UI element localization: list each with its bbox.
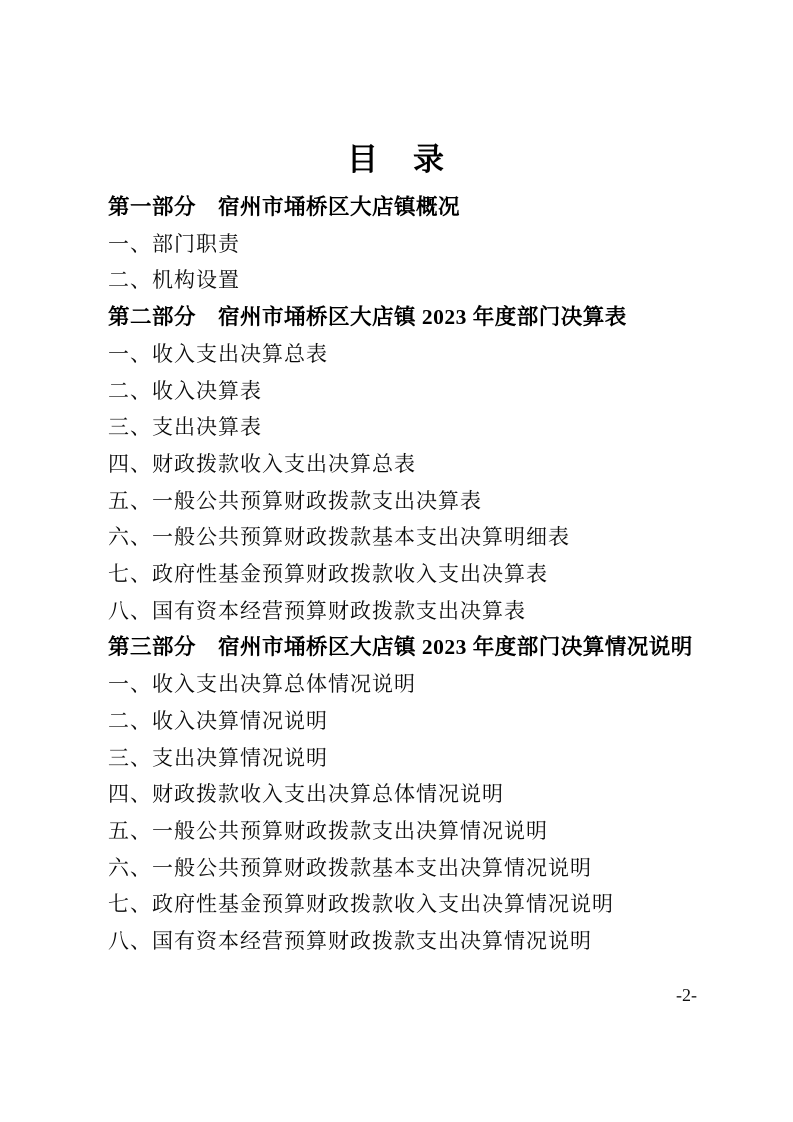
- toc-entry: 三、支出决算表: [108, 415, 262, 440]
- toc-entry: 三、支出决算情况说明: [108, 745, 328, 770]
- toc-entry: 六、一般公共预算财政拨款基本支出决算情况说明: [108, 855, 592, 880]
- toc-entry: 一、收入支出决算总体情况说明: [108, 672, 416, 697]
- toc-entry: 二、机构设置: [108, 268, 240, 293]
- toc-entry: 八、国有资本经营预算财政拨款支出决算情况说明: [108, 929, 592, 954]
- toc-entry: 五、一般公共预算财政拨款支出决算表: [108, 488, 482, 513]
- toc-entry: 二、收入决算情况说明: [108, 708, 328, 733]
- toc-entry: 七、政府性基金预算财政拨款收入支出决算情况说明: [108, 892, 614, 917]
- toc-entry: 六、一般公共预算财政拨款基本支出决算明细表: [108, 525, 570, 550]
- toc-entry: 一、收入支出决算总表: [108, 341, 328, 366]
- toc-entry: 第一部分 宿州市埇桥区大店镇概况: [108, 195, 461, 219]
- toc-entry: 第三部分 宿州市埇桥区大店镇 2023 年度部门决算情况说明: [108, 635, 693, 660]
- page-title: 目 录: [347, 142, 446, 177]
- toc-entry: 五、一般公共预算财政拨款支出决算情况说明: [108, 818, 548, 843]
- toc-entry: 八、国有资本经营预算财政拨款支出决算表: [108, 598, 526, 623]
- toc-entry: 二、收入决算表: [108, 378, 262, 403]
- table-of-contents: [108, 189, 700, 960]
- toc-entry: 四、财政拨款收入支出决算总体情况说明: [108, 782, 504, 807]
- toc-entry: 一、部门职责: [108, 231, 240, 256]
- page-number: -2-: [676, 985, 697, 1005]
- toc-entry: 七、政府性基金预算财政拨款收入支出决算表: [108, 562, 548, 587]
- toc-entry: 第二部分 宿州市埇桥区大店镇 2023 年度部门决算表: [108, 305, 627, 330]
- toc-entry: 四、财政拨款收入支出决算总表: [108, 451, 416, 476]
